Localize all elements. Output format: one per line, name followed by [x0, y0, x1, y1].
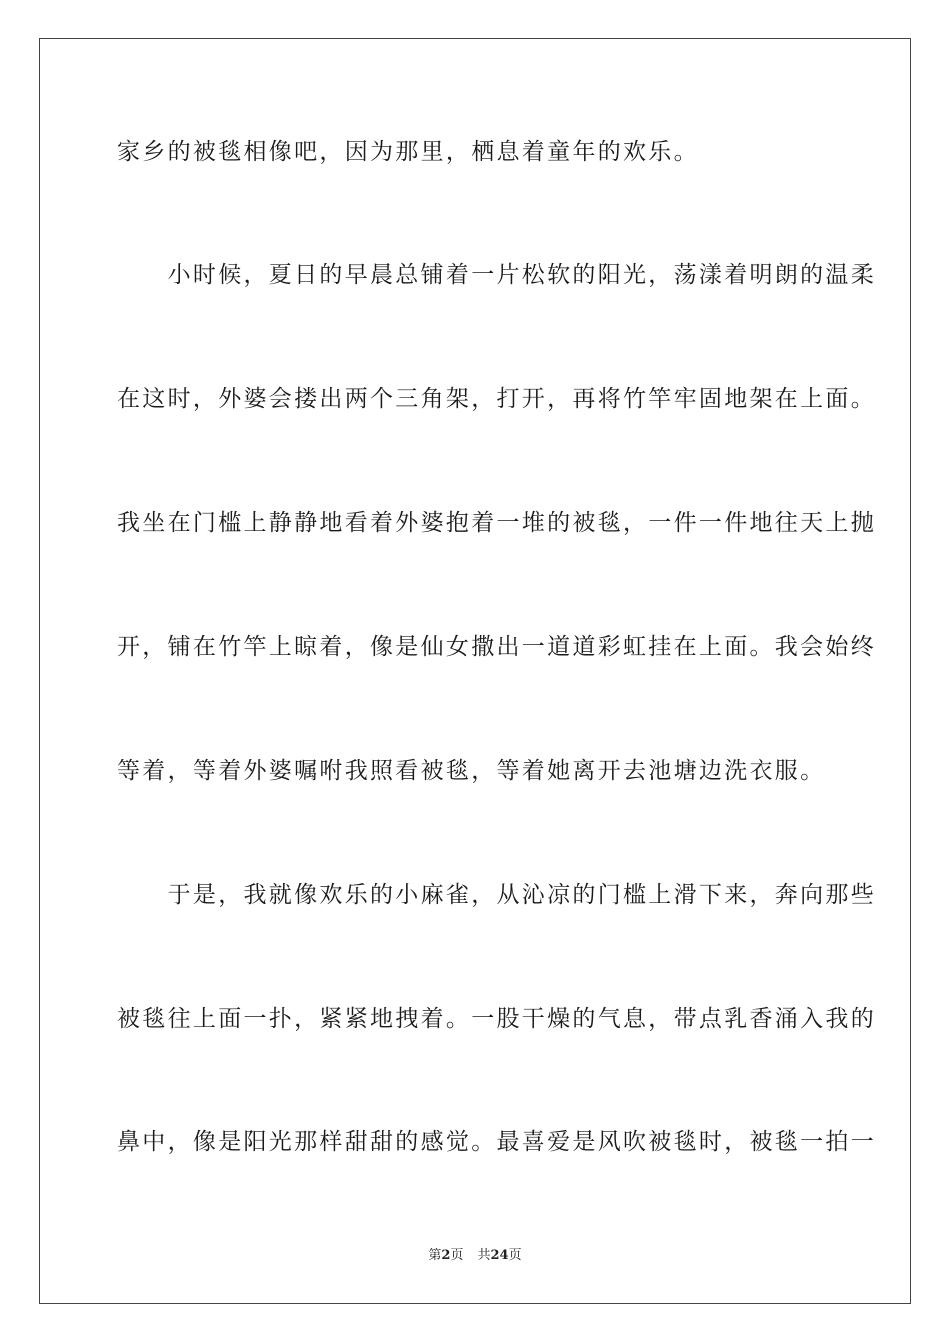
- body-text-line-4: 我坐在门槛上静静地看着外婆抱着一堆的被毯，一件一件地往天上抛: [117, 510, 876, 536]
- body-text-line-5: 开，铺在竹竿上晾着，像是仙女撒出一道道彩虹挂在上面。我会始终: [117, 634, 876, 660]
- body-text-line-3: 在这时，外婆会搂出两个三角架，打开，再将竹竿牢固地架在上面。: [117, 386, 876, 412]
- body-text-line-1: 家乡的被毯相像吧，因为那里，栖息着童年的欢乐。: [117, 139, 699, 165]
- page-border: [39, 38, 911, 1304]
- body-text-line-7: 于是，我就像欢乐的小麻雀，从沁凉的门槛上滑下来，奔向那些: [117, 882, 876, 908]
- body-text-line-6: 等着，等着外婆嘱咐我照看被毯，等着她离开去池塘边洗衣服。: [117, 758, 826, 784]
- body-text-line-8: 被毯往上面一扑，紧紧地拽着。一股干燥的气息，带点乳香涌入我的: [117, 1006, 876, 1032]
- body-text-line-2: 小时候，夏日的早晨总铺着一片松软的阳光，荡漾着明朗的温柔: [117, 262, 876, 288]
- page-footer: [0, 1247, 950, 1265]
- body-text-line-9: 鼻中，像是阳光那样甜甜的感觉。最喜爱是风吹被毯时，被毯一拍一: [117, 1129, 876, 1155]
- total-pages-indicator: 共24页: [477, 1248, 522, 1263]
- page-indicator: 第2页: [428, 1248, 464, 1263]
